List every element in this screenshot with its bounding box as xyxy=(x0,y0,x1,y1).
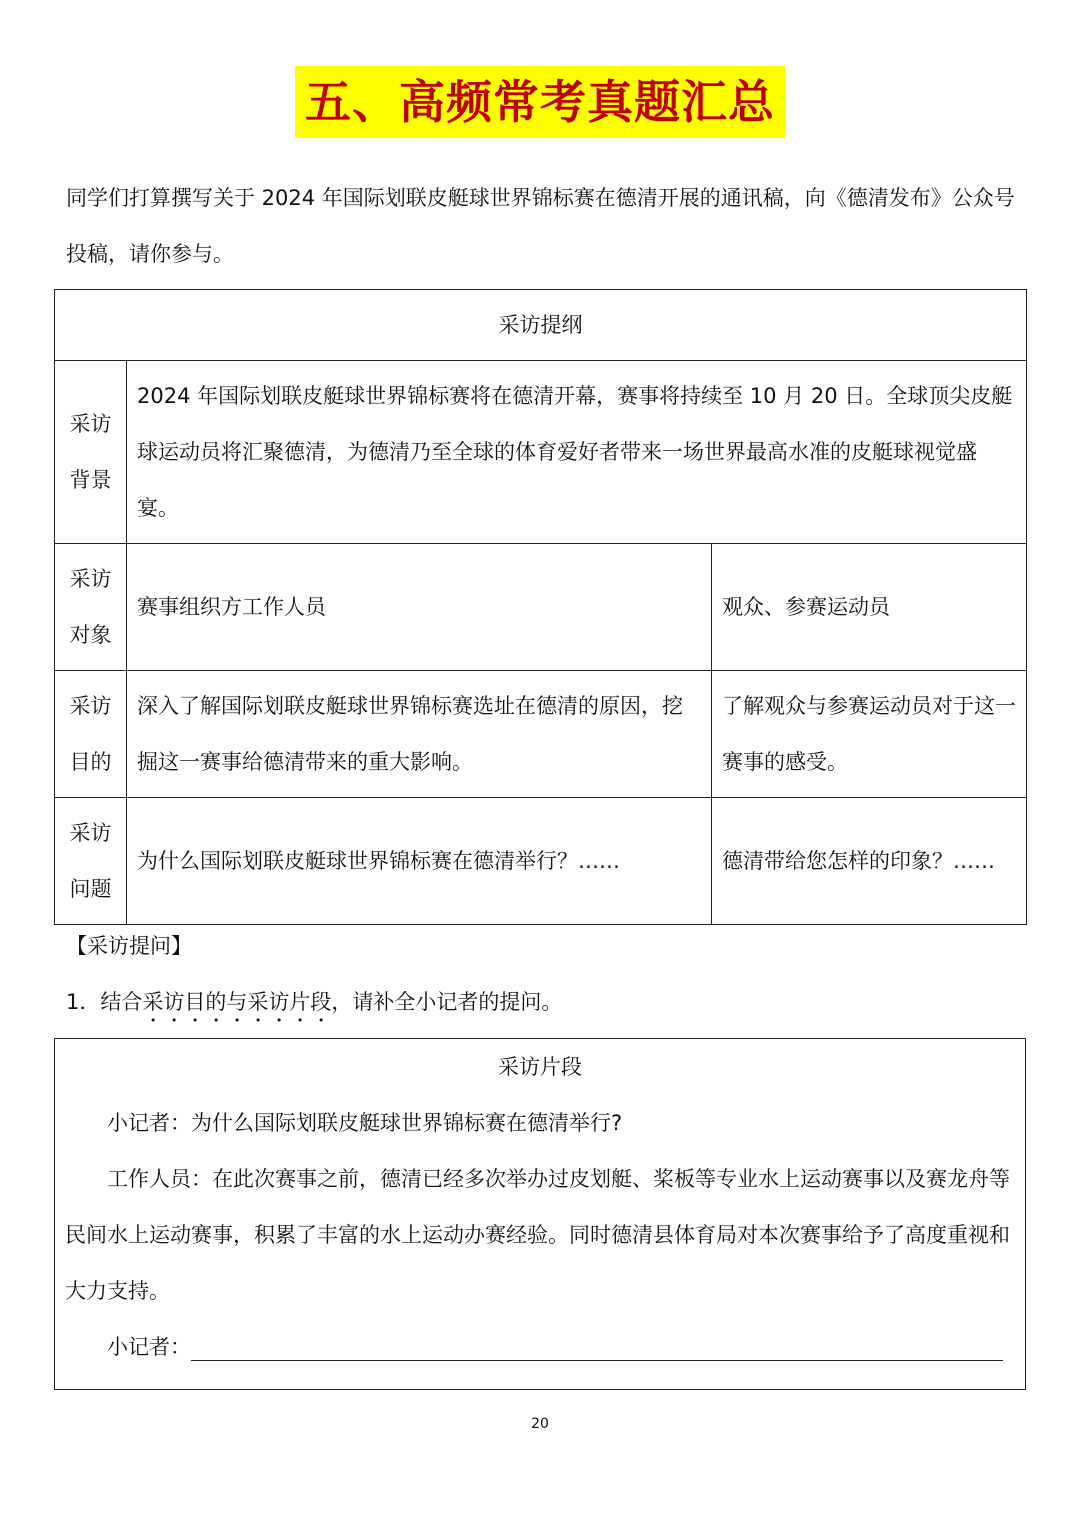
intro-paragraph: 同学们打算撰写关于 2024 年国际划联皮艇球世界锦标赛在德清开展的通讯稿，向《德清发布》公众号投稿，请你参与。 xyxy=(66,186,1015,266)
answer-blank[interactable] xyxy=(191,1336,1003,1361)
question-1 xyxy=(66,974,562,1030)
background-label xyxy=(55,361,127,544)
background-row xyxy=(55,361,1027,544)
target-label xyxy=(55,544,127,671)
target-left: 赛事组织方工作人员 xyxy=(127,544,712,671)
outline-header: 采访提纲 xyxy=(55,290,1027,361)
questions-label-1: 采访 xyxy=(69,821,112,845)
interview-outline-table xyxy=(54,289,1027,925)
purpose-row xyxy=(55,671,1027,798)
target-right: 观众、参赛运动员 xyxy=(712,544,1027,671)
purpose-right: 了解观众与参赛运动员对于这一赛事的感受。 xyxy=(712,671,1027,798)
page-title: 五、高频常考真题汇总 xyxy=(295,66,785,138)
purpose-label-1: 采访 xyxy=(69,694,112,718)
questions-label xyxy=(55,798,127,925)
question-emphasis: 采访目的与采访片段 xyxy=(142,990,332,1014)
background-text: 2024 年国际划联皮艇球世界锦标赛将在德清开幕，赛事将持续至 10 月 20 日。全球顶尖皮艇球运动员将汇聚德清，为德清乃至全球的体育爱好者带来一场世界最高水准的皮艇球视觉盛宴。 xyxy=(127,361,1027,544)
question-post: ，请补全小记者的提问。 xyxy=(331,990,563,1014)
purpose-left: 深入了解国际划联皮艇球世界锦标赛选址在德清的原因，挖掘这一赛事给德清带来的重大影响。 xyxy=(127,671,712,798)
excerpt-reporter-blank-line xyxy=(65,1319,1015,1375)
purpose-label xyxy=(55,671,127,798)
outline-header-row xyxy=(55,290,1027,361)
title-wrap xyxy=(0,66,1080,138)
questions-left: 为什么国际划联皮艇球世界锦标赛在德清举行？…… xyxy=(127,798,712,925)
questions-row xyxy=(55,798,1027,925)
reporter-label: 小记者： xyxy=(107,1335,191,1359)
target-label-2: 对象 xyxy=(69,623,112,647)
questions-label-2: 问题 xyxy=(69,877,112,901)
target-label-1: 采访 xyxy=(69,567,112,591)
section-heading: 【采访提问】 xyxy=(66,934,192,958)
excerpt-title: 采访片段 xyxy=(498,1055,582,1079)
target-row xyxy=(55,544,1027,671)
excerpt-staff-answer: 工作人员：在此次赛事之前，德清已经多次举办过皮划艇、桨板等专业水上运动赛事以及赛龙舟等民间水上运动赛事，积累了丰富的水上运动办赛经验。同时德清县体育局对本次赛事给予了高度重视和大力支持。 xyxy=(65,1167,1010,1303)
page-number: 20 xyxy=(531,1416,549,1432)
excerpt-reporter-line: 小记者：为什么国际划联皮艇球世界锦标赛在德清举行? xyxy=(107,1111,623,1135)
background-label-2: 背景 xyxy=(69,468,112,492)
interview-excerpt-box xyxy=(54,1038,1026,1390)
background-label-1: 采访 xyxy=(69,412,112,436)
question-pre: 1．结合 xyxy=(66,990,143,1014)
questions-right: 德清带给您怎样的印象？…… xyxy=(712,798,1027,925)
purpose-label-2: 目的 xyxy=(69,750,112,774)
